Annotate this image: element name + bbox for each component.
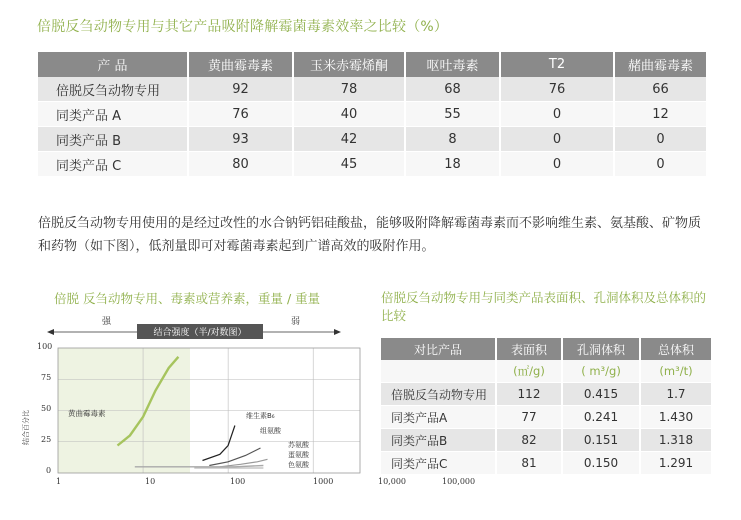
aflatoxin-label: 黄曲霉毒素 xyxy=(68,409,106,418)
tryptophan-label: 色氨酸 xyxy=(288,461,309,469)
surface-area-table xyxy=(381,338,711,475)
header-product: 产 品 xyxy=(38,52,188,77)
table-header-row xyxy=(38,52,706,77)
table-cell: 8 xyxy=(405,127,500,152)
table-cell: 12 xyxy=(614,102,706,127)
table-cell: 1.7 xyxy=(640,383,711,406)
table-cell: 0.150 xyxy=(562,452,640,475)
description-paragraph: 倍脱反刍动物专用使用的是经过改性的水合钠钙铝硅酸盐，能够吸附降解霉菌毒素而不影响维生素、氨基酸、矿物质和药物（如下图），低剂量即可对霉菌毒素起到广谱高效的吸附作用。 xyxy=(38,216,702,254)
table-cell: 0 xyxy=(500,152,614,177)
header-pore-volume: 孔洞体积 xyxy=(562,338,640,360)
unit-cell: (m³/t) xyxy=(640,360,711,383)
strength-label: 结合强度（半/对数图） xyxy=(153,328,247,338)
y-axis-label: 结合百分比 xyxy=(22,410,30,445)
methionine-label: 蛋氨酸 xyxy=(288,451,309,459)
series-line-2 xyxy=(203,426,235,461)
header-t2: T2 xyxy=(500,52,614,77)
table-cell: 同类产品C xyxy=(381,452,496,475)
table-cell: 0 xyxy=(614,152,706,177)
table-cell: 40 xyxy=(293,102,405,127)
table-cell: 0.241 xyxy=(562,406,640,429)
table-cell: 倍脱反刍动物专用 xyxy=(381,383,496,406)
table-cell: 55 xyxy=(405,102,500,127)
threonine-label: 苏氨酸 xyxy=(288,441,309,449)
x-tick: 1 xyxy=(56,477,62,486)
table-cell: 同类产品A xyxy=(381,406,496,429)
unit-cell xyxy=(381,360,496,383)
weak-label: 弱 xyxy=(291,317,301,327)
table-cell: 0 xyxy=(614,127,706,152)
table-row xyxy=(381,383,711,406)
y-tick: 100 xyxy=(37,342,53,351)
table-row xyxy=(381,429,711,452)
table-cell: 0 xyxy=(500,102,614,127)
header-ochratoxin: 赭曲霉毒素 xyxy=(614,52,706,77)
units-row xyxy=(381,360,711,383)
header-aflatoxin: 黄曲霉毒素 xyxy=(188,52,293,77)
table-cell: 66 xyxy=(614,77,706,102)
table-cell: 45 xyxy=(293,152,405,177)
x-tick: 100,000 xyxy=(442,477,476,486)
table-cell: 93 xyxy=(188,127,293,152)
compare-title: 倍脱反刍动物专用与同类产品表面积、孔洞体积及总体积的比较 xyxy=(381,290,707,323)
page-title: 倍脱反刍动物专用与其它产品吸附降解霉菌毒素效率之比较（%） xyxy=(37,19,449,35)
vitamin-b6-label: 维生素B₆ xyxy=(246,412,275,420)
unit-cell: (㎡/g) xyxy=(496,360,562,383)
table-cell: 68 xyxy=(405,77,500,102)
header-don: 呕吐毒素 xyxy=(405,52,500,77)
table-row xyxy=(381,406,711,429)
table-cell: 76 xyxy=(500,77,614,102)
table-cell: 同类产品 A xyxy=(38,102,188,127)
strong-label: 强 xyxy=(102,317,112,327)
x-tick: 10 xyxy=(145,477,156,486)
table-cell: 80 xyxy=(188,152,293,177)
table-cell: 同类产品B xyxy=(381,429,496,452)
chart-title: 倍脱 反刍动物专用、毒素或营养素，重量 / 重量 xyxy=(54,291,321,306)
table-row xyxy=(38,77,706,102)
table-cell: 1.318 xyxy=(640,429,711,452)
table-row xyxy=(38,102,706,127)
table-cell: 同类产品 C xyxy=(38,152,188,177)
y-tick: 50 xyxy=(41,404,52,413)
table-cell: 92 xyxy=(188,77,293,102)
lysine-label: 组氨酸 xyxy=(260,427,281,435)
table-cell: 18 xyxy=(405,152,500,177)
table-header-row xyxy=(381,338,711,360)
table-cell: 0 xyxy=(500,127,614,152)
table-cell: 0.415 xyxy=(562,383,640,406)
table-cell: 1.291 xyxy=(640,452,711,475)
table-cell: 77 xyxy=(496,406,562,429)
arrow-left-icon xyxy=(47,329,54,335)
table-row xyxy=(38,152,706,177)
y-tick: 75 xyxy=(41,373,52,382)
binding-chart-svg xyxy=(20,312,365,492)
header-zearalenone: 玉米赤霉烯酮 xyxy=(293,52,405,77)
table-cell: 81 xyxy=(496,452,562,475)
table-cell: 112 xyxy=(496,383,562,406)
table-cell: 78 xyxy=(293,77,405,102)
table-cell: 同类产品 B xyxy=(38,127,188,152)
table-cell: 42 xyxy=(293,127,405,152)
table-cell: 82 xyxy=(496,429,562,452)
table-cell: 倍脱反刍动物专用 xyxy=(38,77,188,102)
header-total-volume: 总体积 xyxy=(640,338,711,360)
header-product: 对比产品 xyxy=(381,338,496,360)
y-tick: 25 xyxy=(41,435,52,444)
table-cell: 76 xyxy=(188,102,293,127)
arrow-right-icon xyxy=(334,329,341,335)
binding-chart xyxy=(20,312,365,492)
table-row xyxy=(38,127,706,152)
x-tick: 100 xyxy=(230,477,246,486)
x-tick: 10,000 xyxy=(378,477,406,486)
table-row xyxy=(381,452,711,475)
table-cell: 0.151 xyxy=(562,429,640,452)
table-cell: 1.430 xyxy=(640,406,711,429)
x-tick: 1000 xyxy=(313,477,334,486)
header-surface-area: 表面积 xyxy=(496,338,562,360)
efficiency-table xyxy=(38,52,706,177)
unit-cell: ( m³/g) xyxy=(562,360,640,383)
y-tick: 0 xyxy=(46,466,52,475)
